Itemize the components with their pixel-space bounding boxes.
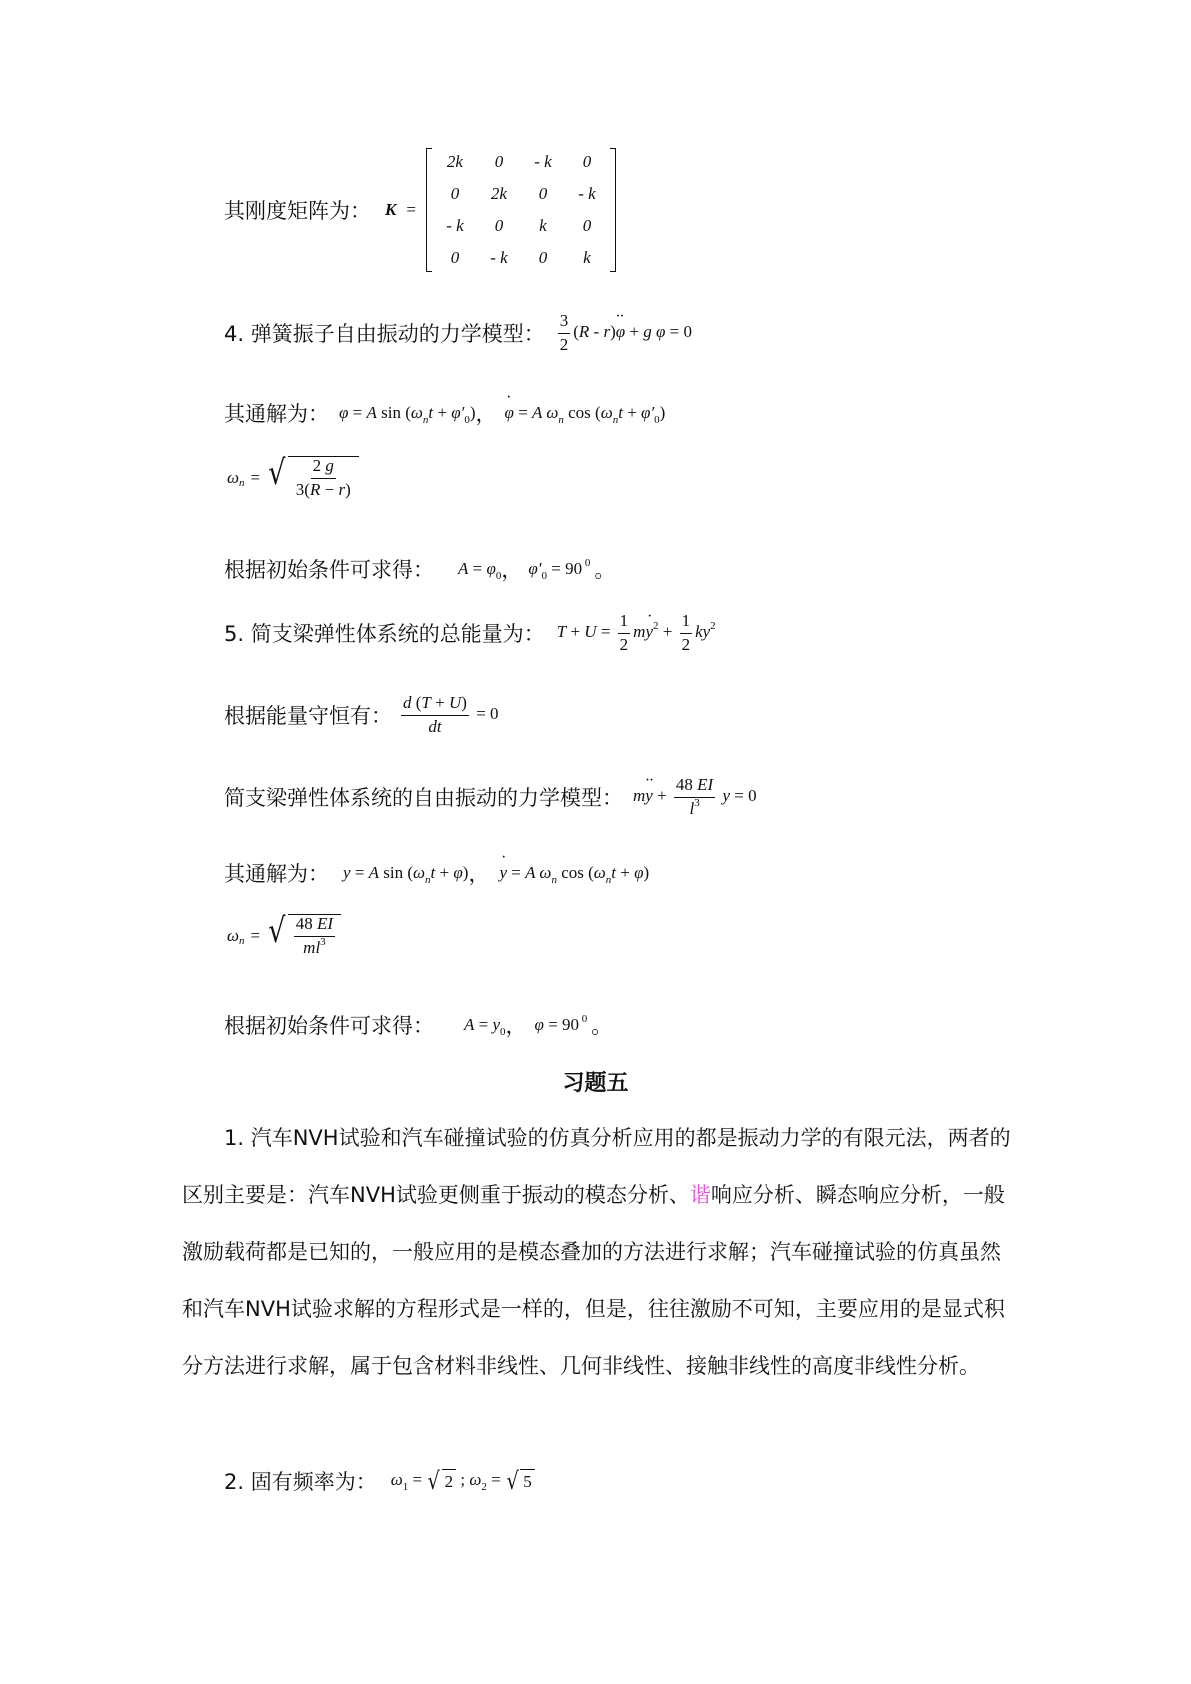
item4-init-line — [224, 554, 615, 584]
item4-general-label: 其通解为： — [224, 402, 329, 426]
matrix-cell: - k — [446, 216, 464, 235]
item5-model-line — [224, 776, 757, 818]
matrix-cell: 2k — [490, 184, 507, 203]
equation-beam-model: my ·· + $\frac{48 EI}{l^3}$ y = 0 — [633, 776, 757, 818]
equation-total-energy: T + U = $\frac{1}{2}$ my ·$^2$ + $\frac{1}{2}$ $ky^2$ — [557, 612, 716, 654]
exercise-1-text-part1: 1. 汽车NVH试验和汽车碰撞试验的仿真分析应用的都是振动力学的有限元法，两者的区别主要是：汽车NVH试验更侧重于振动的模态分析、 — [182, 1126, 1011, 1207]
equation-spring-model: $\frac{3}{2}$ (R - r)φ ·· + g φ = 0 — [555, 312, 692, 354]
section-title: 习题五 — [562, 1071, 629, 1096]
stiffness-label: 其刚度矩阵为： — [224, 199, 371, 223]
equation-init-beam: $A = y_0$ — [464, 1015, 506, 1038]
equation-general-phi: φ = A $\sin (\omega_nt + \varphi'_0)$ — [339, 403, 476, 426]
matrix-cell: - k — [534, 152, 552, 171]
equation-init-spring: $A = \varphi_0$ — [458, 559, 502, 582]
matrix-cell: 0 — [494, 152, 504, 171]
matrix-cell: 0 — [582, 152, 592, 171]
end-mark: 。 — [591, 1014, 613, 1038]
equation-natural-frequencies: $\omega_1$ = √ 2 ; $\omega_2$ = √ 5 — [391, 1469, 535, 1493]
stiffness-matrix — [426, 148, 616, 272]
separator: ， — [501, 558, 523, 582]
exercise-2-line — [224, 1466, 535, 1496]
energy-conservation-label: 根据能量守恒有： — [224, 704, 392, 729]
item5-general-label: 其通解为： — [224, 862, 329, 886]
separator: ， — [475, 402, 497, 426]
matrix-cell: - k — [490, 248, 508, 267]
item5-conservation-line — [224, 694, 499, 736]
equation-conservation: $\frac{d (T + U)}{dt}$ = 0 — [403, 693, 499, 736]
item5-general-line — [224, 858, 649, 888]
item4-model-line — [224, 312, 692, 354]
item4-general-line — [224, 398, 665, 428]
beam-model-label: 简支梁弹性体系统的自由振动的力学模型： — [224, 786, 623, 811]
equation-omega-spring: ω n = √ $\frac{2 g}{3(R - r)}$ — [227, 456, 359, 499]
equation-general-y: y = A $\sin (\omega_nt + \varphi)$ — [343, 863, 469, 886]
exercise-1-text-part2: 响应分析、瞬态响应分析，一般激励载荷都是已知的，一般应用的是模态叠加的方法进行求解；汽车碰撞试验的仿真虽然和汽车NVH试验求解的方程形式是一样的，但是，往往激励不可知，主要应用的是显式积分方法进行求解，属于包含材料非线性、几何非线性、接触非线性的高度非线性分析。 — [182, 1183, 1005, 1378]
matrix-cell: 0 — [450, 248, 460, 267]
matrix-cell: 0 — [582, 216, 592, 235]
item5-init-label: 根据初始条件可求得： — [224, 1014, 434, 1038]
matrix-cell: 0 — [538, 184, 548, 203]
equation-init-phase: $\varphi'_0 = 90$ $^0$ — [528, 557, 591, 582]
matrix-cell: k — [539, 216, 547, 235]
item4-init-label: 根据初始条件可求得： — [224, 558, 434, 582]
item4-label: 4. 弹簧振子自由振动的力学模型： — [224, 322, 545, 347]
matrix-cell: 0 — [538, 248, 548, 267]
separator: ， — [468, 862, 490, 886]
equation-init-beam-phase: φ = 90 $^0$ — [534, 1013, 588, 1034]
matrix-cell: 2k — [446, 152, 463, 171]
exercise-1-highlight: 谐 — [689, 1183, 711, 1207]
item5-energy-line — [224, 612, 716, 654]
matrix-cell: 0 — [450, 184, 460, 203]
equation-omega-beam: ω n = √ $\frac{48 EI}{ml^3}$ — [227, 914, 341, 957]
exercise-1-paragraph — [182, 1110, 1012, 1395]
item5-init-line — [224, 1010, 612, 1040]
equals-sign: = — [406, 200, 416, 219]
separator: ， — [505, 1014, 527, 1038]
equation-general-ydot: y · = A $\omega_n$ $\cos (\omega_nt + \varphi)$ — [499, 863, 649, 883]
equation-general-phidot: φ · = A $\omega_n$ $\cos (\omega_nt + \varphi'_0)$ — [505, 403, 666, 423]
end-mark: 。 — [594, 558, 616, 582]
matrix-cell: - k — [578, 184, 596, 203]
exercise-2-label: 2. 固有频率为： — [224, 1470, 377, 1494]
matrix-cell: 0 — [494, 216, 504, 235]
stiffness-symbol: K — [385, 200, 397, 219]
matrix-cell: k — [583, 248, 591, 267]
item5-label: 5. 简支梁弹性体系统的总能量为： — [224, 622, 545, 647]
stiffness-line — [224, 148, 616, 272]
